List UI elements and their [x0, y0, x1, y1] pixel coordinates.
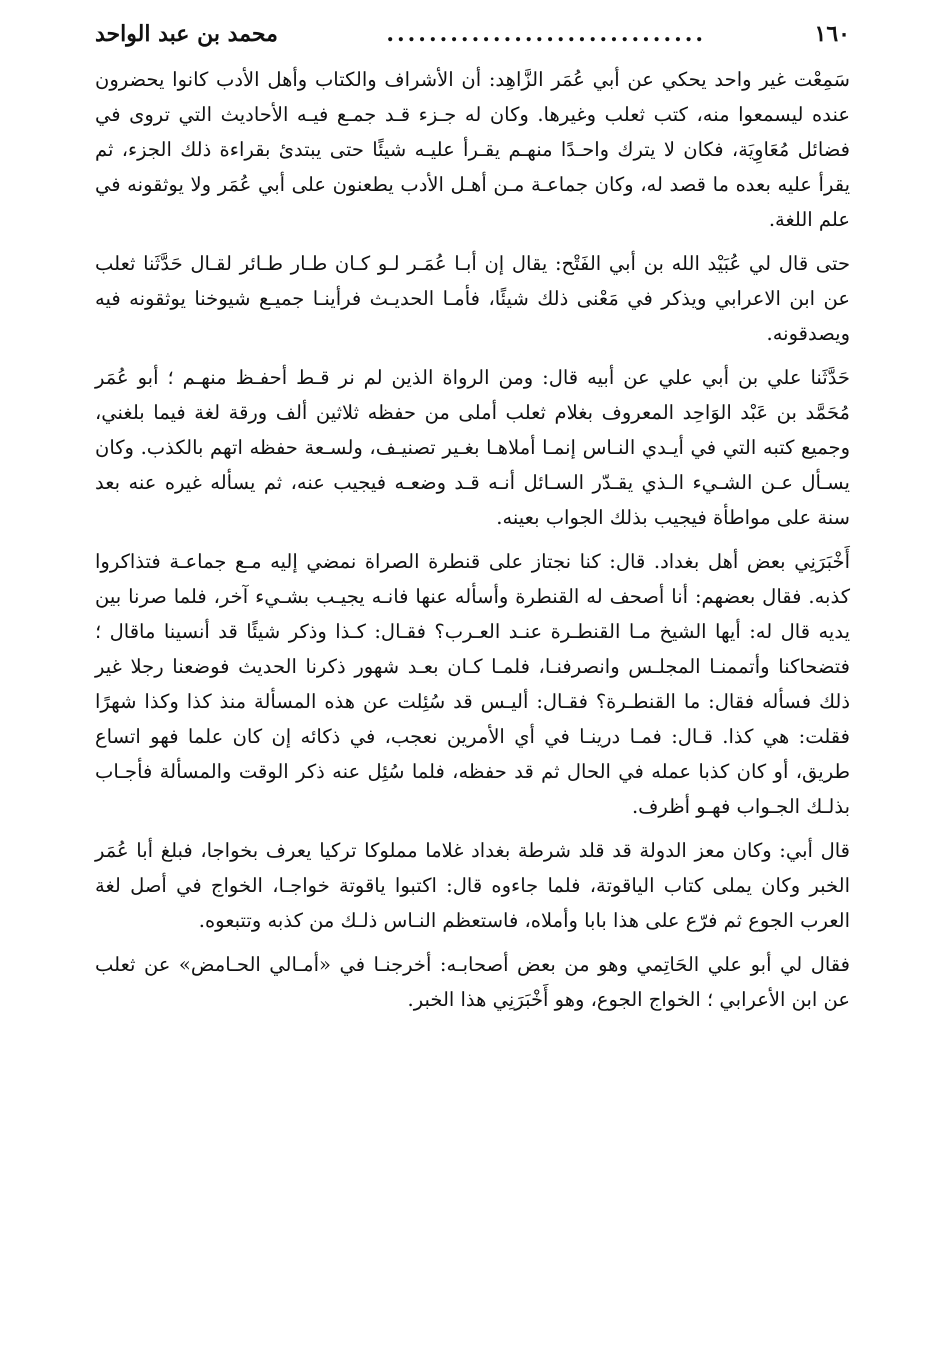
paragraph-2: حتى قال لي عُبَيْد الله بن أبي الفَتْح: يقال إن أبـا عُمَـر لـو كـان طـار طـائر لقـال حَدَّثَنا ثعلب عن ابن الاعرابي ويذكر في مَعْنى ذلك شيئًا، فأمـا الحديـث فرأينـا جميـع شيوخنا يوثقونه فيه ويصدقونه. [95, 252, 850, 345]
paragraph-3: حَدَّثَنا علي بن أبي علي عن أبيه قال: ومن الرواة الذين لم نر قـط أحفـظ منهـم ؛ أبو عُمَر مُحَمَّد بن عَبْد الوَاحِد المعروف بغلام ثعلب أملى من حفظه ثلاثين ألف ورقة لغة فيما بلغني، وجميع كتبه التي في أيـدي النـاس إنمـا أملاهـا بغـير تصنيـف، ولسـعة حفظه اتهم بالكذب. وكان يسـأل عـن الشـيء الـذي يقـدّر السـائل أنـه قـد وضعـه فيجيب عنه، ثم يسأله غيره عنه بعد سنة على مواطأة فيجيب بذلك الجواب بعينه. [95, 366, 850, 529]
running-header [95, 14, 850, 54]
paragraph-6: فقال لي أبو علي الحَاتِمي وهو من بعض أصحابـه: أخرجنـا في «أمـالي الحـامض» عن ثعلب عن ابن الأعرابي ؛ الخواج الجوع، وهو أَخْبَرَنِي هذا الخبر. [95, 953, 850, 1011]
leader-dots: .............................. [386, 21, 707, 47]
page-number: ١٦٠ [814, 21, 850, 47]
paragraph-1: سَمِعْت غير واحد يحكي عن أبي عُمَر الزَّاهِد: أن الأشراف والكتاب وأهل الأدب كانوا يحضرون عنده ليسمعوا منه، كتب ثعلب وغيرها. وكان له جـزء قـد جمـع فيـه الأحاديث التي تروى في فضائل مُعَاوِيَة، فكان لا يترك واحـدًا منهـم يقـرأ عليـه شيئًا حتى يبتدئ بقراءة ذلك الجزء، ثم يقرأ عليه بعده ما قصد له، وكان جماعـة مـن أهـل الأدب يطعنون على أبي عُمَر ولا يوثقونه في علم اللغة. [95, 68, 850, 231]
paragraph-4: أَخْبَرَنِي بعض أهل بغداد. قال: كنا نجتاز على قنطرة الصراة نمضي إليه مـع جماعـة فتذاكروا كذبه. فقال بعضهم: أنا أصحف له القنطرة وأسأله عنها فانـه يجيـب بشـيء آخر، فلما صرنا بين يديه قال له: أيها الشيخ مـا القنطـرة عنـد العـرب؟ فقـال: كـذا وذكر شيئًا قد أنسينا ماقال ؛ فتضحاكنا وأتممنـا المجلـس وانصرفنـا، فلمـا كـان بعـد شهور ذكرنا الحديث فوضعنا رجلا غير ذلك فسأله فقال: ما القنطـرة؟ فقـال: أليـس قد سُئِلت عن هذه المسألة منذ كذا وكذا شهرًا فقلت: هي كذا. قـال: فمـا درينـا في أي الأمرين نعجب، في ذكائه إن كان علما فهو اتساع طريق، أو كان كذبا عمله في الحال ثم قد حفظه، فلما سُئِل عنه ذكر الوقت والمسألة فأجـاب بذلـك الجـواب فهـو أظرف. [95, 550, 850, 818]
book-page [95, 14, 850, 1017]
paragraph-5: قال أبي: وكان معز الدولة قد قلد شرطة بغداد غلاما مملوكا تركيا يعرف بخواجا، فبلغ أبا عُمَر الخبر وكان يملى كتاب الياقوتة، فلما جاءوه قال: اكتبوا ياقوتة خواجـا، الخواج في أصل لغة العرب الجوع ثم فرّع على هذا بابا وأملاه، فاستعظم النـاس ذلـك من كذبه وتتبعوه. [95, 839, 850, 932]
page-body [95, 62, 850, 1017]
running-title: محمد بن عبد الواحد [95, 21, 278, 47]
